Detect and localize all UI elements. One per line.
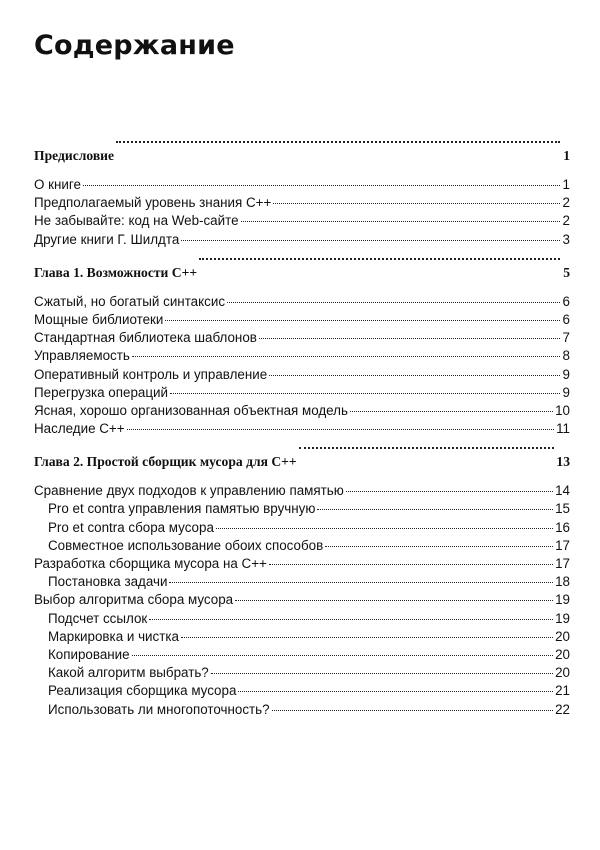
toc-entry[interactable] — [34, 366, 570, 384]
toc-entry-title: Какой алгоритм выбрать? — [48, 665, 209, 681]
dot-leader — [199, 258, 560, 260]
toc-entry[interactable] — [34, 311, 570, 329]
toc-entry[interactable] — [34, 384, 570, 402]
toc-page-number: 15 — [555, 501, 570, 517]
toc-entry-title: Pro et contra сбора мусора — [48, 519, 214, 535]
toc-page-number: 13 — [556, 454, 570, 470]
toc-entry-title: Предполагаемый уровень знания C++ — [34, 195, 272, 211]
toc-page-number: 3 — [562, 231, 570, 247]
table-of-contents — [34, 146, 570, 733]
dot-leader — [227, 302, 560, 303]
toc-chapter-title: Глава 2. Простой сборщик мусора для C++ — [34, 454, 297, 470]
toc-entry-title: Копирование — [48, 646, 130, 662]
toc-page-number: 2 — [562, 195, 570, 211]
toc-subentry[interactable] — [34, 537, 570, 555]
toc-section-chapter-1 — [34, 263, 570, 439]
toc-entry-title: Выбор алгоритма сбора мусора — [34, 592, 234, 608]
toc-page-number: 22 — [555, 701, 570, 717]
toc-page-number: 21 — [555, 683, 570, 699]
toc-entry-title: Разработка сборщика мусора на C++ — [34, 556, 267, 571]
toc-page-number: 2 — [562, 213, 570, 229]
toc-page-number: 5 — [563, 264, 570, 280]
toc-entry-title: Перегрузка операций — [34, 384, 168, 400]
toc-chapter-entry[interactable] — [34, 452, 570, 482]
dot-leader — [259, 338, 560, 339]
toc-entry[interactable] — [34, 591, 570, 609]
dot-leader — [211, 673, 553, 674]
dot-leader — [299, 447, 555, 449]
toc-entry[interactable] — [34, 293, 570, 311]
toc-entry-title: Сжатый, но богатый синтаксис — [34, 293, 226, 309]
toc-entry[interactable] — [34, 482, 570, 500]
toc-entry-title: Реализация сборщика мусора — [48, 683, 237, 699]
toc-entry-title: Управляемость — [34, 348, 130, 364]
toc-entry[interactable] — [34, 176, 570, 194]
dot-leader — [241, 221, 560, 222]
toc-entry-title: Ясная, хорошо организованная объектная модель — [34, 402, 348, 418]
toc-chapter-title: Предисловие — [34, 148, 115, 163]
toc-page-number: 6 — [562, 293, 570, 309]
page-title: Содержание — [34, 30, 235, 61]
dot-leader — [269, 564, 553, 565]
dot-leader — [325, 546, 553, 547]
dot-leader — [350, 411, 553, 412]
toc-entry[interactable] — [34, 420, 570, 438]
toc-entry-title: Наследие C++ — [34, 421, 125, 437]
toc-entry[interactable] — [34, 329, 570, 347]
toc-subentry[interactable] — [34, 610, 570, 628]
dot-leader — [273, 203, 560, 204]
toc-entry-title: Мощные библиотеки — [34, 311, 164, 327]
toc-entry-title: Оперативный контроль и управление — [34, 366, 268, 382]
toc-subentry[interactable] — [34, 628, 570, 646]
dot-leader — [181, 637, 553, 638]
toc-entry-title: Подсчет ссылок — [48, 610, 148, 626]
toc-entry-title: Pro et contra управления памятью вручную — [48, 501, 316, 517]
toc-subentry[interactable] — [34, 500, 570, 518]
toc-page-number: 10 — [555, 402, 570, 418]
dot-leader — [235, 600, 553, 601]
dot-leader — [170, 393, 560, 394]
toc-page-number: 16 — [555, 519, 570, 535]
toc-entry[interactable] — [34, 231, 570, 249]
toc-entry-title: О книге — [34, 177, 81, 192]
toc-page-number: 9 — [562, 366, 570, 382]
toc-chapter-title: Глава 1. Возможности C++ — [34, 264, 198, 280]
toc-section-chapter-2 — [34, 452, 570, 718]
toc-entry-title: Другие книги Г. Шилдта — [34, 231, 180, 247]
toc-entry-title: Не забывайте: код на Web-сайте — [34, 213, 239, 229]
toc-entry-title: Совместное использование обоих способов — [48, 537, 324, 553]
toc-page-number: 20 — [555, 628, 570, 644]
toc-page-number: 1 — [562, 177, 570, 192]
toc-chapter-entry[interactable] — [34, 146, 570, 176]
toc-page-number: 19 — [555, 610, 570, 626]
dot-leader — [346, 491, 553, 492]
dot-leader — [127, 429, 555, 430]
dot-leader — [216, 528, 553, 529]
toc-entry-title: Использовать ли многопоточность? — [48, 701, 270, 717]
toc-page-number: 8 — [562, 348, 570, 364]
dot-leader — [116, 141, 560, 143]
dot-leader — [165, 320, 560, 321]
toc-entry-title: Маркировка и чистка — [48, 628, 179, 644]
dot-leader — [272, 710, 553, 711]
toc-subentry[interactable] — [34, 519, 570, 537]
toc-entry[interactable] — [34, 194, 570, 212]
toc-page-number: 20 — [555, 665, 570, 681]
toc-page-number: 9 — [562, 384, 570, 400]
dot-leader — [169, 582, 553, 583]
toc-entry[interactable] — [34, 347, 570, 365]
toc-subentry[interactable] — [34, 646, 570, 664]
dot-leader — [269, 375, 560, 376]
toc-page-number: 11 — [556, 421, 570, 437]
toc-subentry[interactable] — [34, 573, 570, 591]
toc-entry-title: Стандартная библиотека шаблонов — [34, 330, 257, 346]
toc-entry-title: Сравнение двух подходов к управлению памятью — [34, 483, 344, 499]
toc-page-number: 1 — [563, 148, 570, 163]
toc-entry[interactable] — [34, 402, 570, 420]
toc-page-number: 6 — [562, 311, 570, 327]
toc-page-number: 19 — [555, 592, 570, 608]
toc-section-preface — [34, 146, 570, 249]
toc-chapter-entry[interactable] — [34, 263, 570, 293]
toc-entry[interactable] — [34, 555, 570, 573]
toc-subentry[interactable] — [34, 682, 570, 700]
toc-subentry[interactable] — [34, 701, 570, 719]
toc-page-number: 17 — [555, 537, 570, 553]
toc-page-number: 20 — [555, 646, 570, 662]
toc-entry-title: Постановка задачи — [48, 574, 168, 590]
dot-leader — [132, 356, 560, 357]
toc-page-number: 17 — [555, 556, 570, 571]
dot-leader — [149, 619, 553, 620]
toc-page-number: 14 — [555, 483, 570, 499]
dot-leader — [83, 185, 560, 186]
toc-entry[interactable] — [34, 212, 570, 230]
toc-subentry[interactable] — [34, 664, 570, 682]
dot-leader — [317, 509, 553, 510]
toc-page-number: 18 — [555, 574, 570, 590]
dot-leader — [132, 655, 553, 656]
dot-leader — [181, 240, 560, 241]
toc-page-number: 7 — [562, 330, 570, 346]
dot-leader — [238, 691, 553, 692]
